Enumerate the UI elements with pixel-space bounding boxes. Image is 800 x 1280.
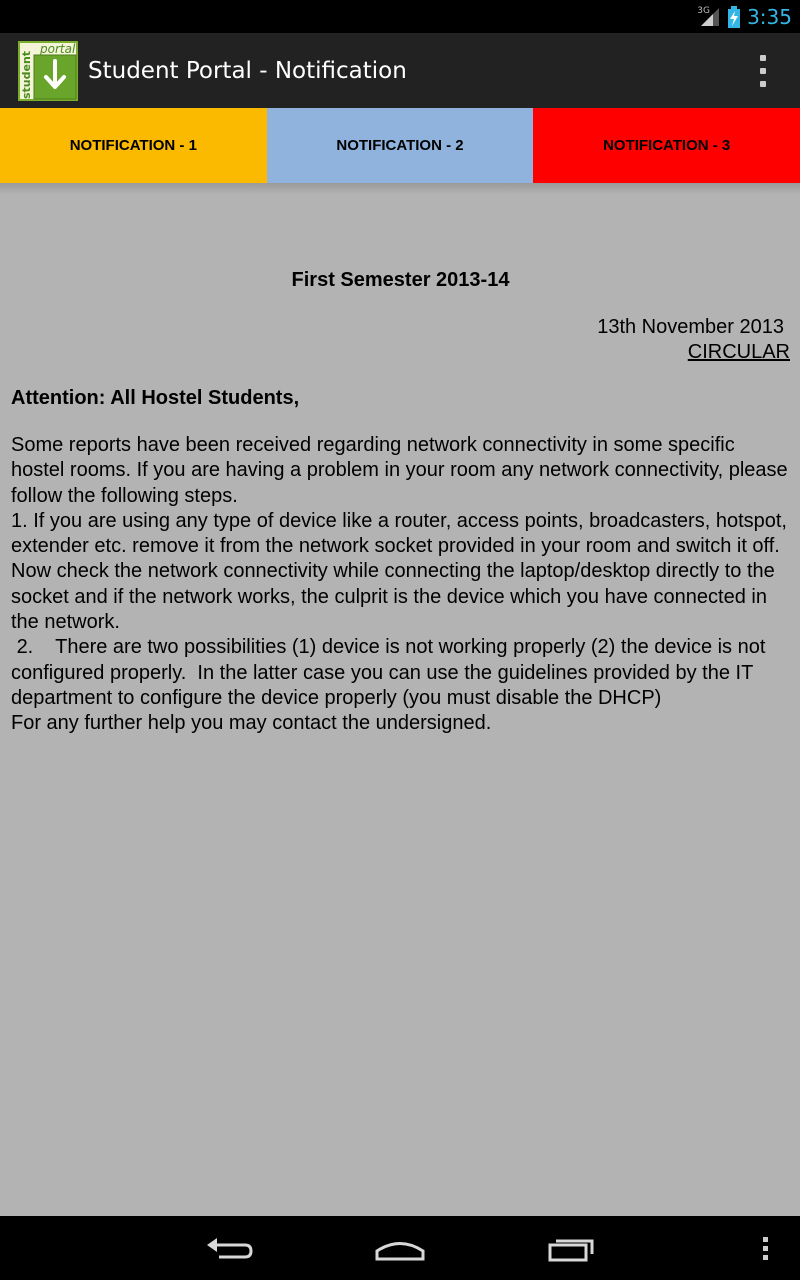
home-icon	[374, 1234, 426, 1262]
home-button[interactable]	[370, 1226, 430, 1270]
tab-notification-1[interactable]: NOTIFICATION - 1	[0, 108, 267, 183]
signal-icon	[699, 6, 721, 28]
recents-button[interactable]	[541, 1226, 601, 1270]
notice-paragraph-intro: Some reports have been received regarding network connectivity in some specific hostel rooms. If you are having a problem in your room any network connectivity, please follow the following steps.	[11, 434, 788, 507]
menu-icon[interactable]	[755, 1226, 775, 1270]
student-portal-logo-icon[interactable]	[18, 41, 78, 101]
network-type-label: 3G	[697, 6, 710, 16]
logo-text-student: student	[20, 50, 33, 99]
notice-paragraph-step-1: 1. If you are using any type of device like a router, access points, broadcasters, hotspot, extender etc. remove it from the network socket provided in your room and switch it off. Now check the network connectivity while connecting the laptop/desktop directly to the socket and if the network works, the culprit is the device which you have connected in the network.	[11, 509, 787, 634]
recents-icon	[547, 1234, 595, 1262]
back-icon	[205, 1233, 255, 1263]
notice-date: 13th November 2013	[597, 316, 784, 338]
tab-notification-2[interactable]: NOTIFICATION - 2	[267, 108, 534, 183]
app-title: Student Portal - Notification	[88, 57, 407, 84]
semester-title: First Semester 2013-14	[291, 269, 510, 291]
system-nav-bar	[0, 1216, 800, 1280]
notice-paragraph-step-2: 2. There are two possibilities (1) device is not working properly (2) the device is not configured properly. In the latter case you can use the guidelines provided by the IT department to configure the device properly (you must disable the DHCP)	[11, 636, 771, 709]
notice-paragraph-closing: For any further help you may contact the undersigned.	[11, 712, 492, 735]
overflow-menu-icon[interactable]	[756, 55, 770, 87]
tab-notification-3[interactable]: NOTIFICATION - 3	[533, 108, 800, 183]
back-button[interactable]	[200, 1226, 260, 1270]
salutation: Attention: All Hostel Students,	[11, 387, 300, 409]
action-bar	[0, 33, 800, 108]
battery-charging-icon	[727, 6, 741, 28]
tab-shadow	[0, 183, 800, 195]
status-bar	[0, 0, 800, 33]
circular-label: CIRCULAR	[687, 341, 790, 363]
notification-tabs	[0, 108, 800, 183]
status-icons	[699, 0, 792, 33]
logo-text-portal: portal	[40, 41, 76, 56]
clock: 3:35	[747, 4, 792, 29]
notice-body	[11, 433, 790, 737]
